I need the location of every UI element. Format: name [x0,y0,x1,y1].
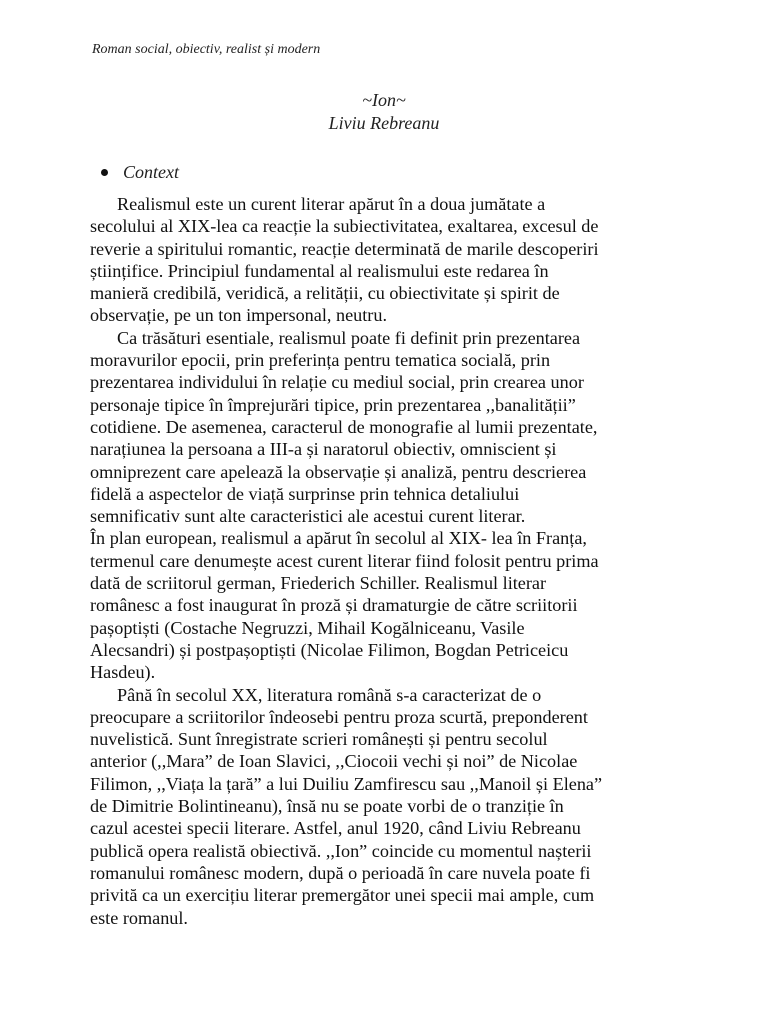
text-line: pașoptiști (Costache Negruzzi, Mihail Kogălniceanu, Vasile [90,617,525,638]
text-line: nuvelistică. Sunt înregistrate scrieri românești și pentru secolul [90,729,548,750]
text-line: În plan european, realismul a apărut în secolul al XIX- lea în Franța, [90,528,587,549]
text-line: Hasdeu). [90,662,156,683]
text-line: dată de scriitorul german, Friederich Schiller. Realismul literar [90,573,547,594]
text-line: Ca trăsături esentiale, realismul poate fi definit prin prezentarea [117,327,581,348]
text-line: prezentarea individului în relație cu mediul social, prin crearea unor [90,372,584,393]
text-line: personaje tipice în împrejurări tipice, prin prezentarea ,,banalității” [90,394,576,415]
text-line: termenul care denumește acest curent literar fiind folosit pentru prima [90,550,599,571]
running-header: Roman social, obiectiv, realist și modern [92,42,321,57]
text-line: moravurilor epocii, prin preferința pentru tematica socială, prin [90,350,551,371]
text-line: reverie a spiritului romantic, reacție determinată de marile descoperiri [90,238,599,259]
section-heading [101,162,179,183]
text-line: este romanul. [90,907,188,928]
text-line: românesc a fost inaugurat în proză și dramaturgie de către scriitorii [90,595,578,616]
section-heading-label: Context [123,162,179,182]
text-line: observație, pe un ton impersonal, neutru. [90,305,387,326]
body-text [90,193,675,929]
text-line: cazul acestei specii literare. Astfel, anul 1920, când Liviu Rebreanu [90,818,581,839]
title-block [0,89,768,135]
text-line: secolului al XIX-lea ca reacție la subiectivitatea, exaltarea, excesul de [90,216,599,237]
text-line: omniprezent care apelează la observație și analiză, pentru descrierea [90,461,587,482]
text-line: fidelă a aspectelor de viață surprinse prin tehnica detaliului [90,483,520,504]
text-line: Alecsandri) și postpașoptiști (Nicolae Filimon, Bogdan Petriceicu [90,639,569,660]
text-line: științifice. Principiul fundamental al realismului este redarea în [90,260,549,281]
text-line: narațiunea la persoana a III-a și naratorul obiectiv, omniscient și [90,439,557,460]
text-line: de Dimitrie Bolintineanu), însă nu se poate vorbi de o tranziție în [90,796,564,817]
text-line: anterior (,,Mara” de Ioan Slavici, ,,Ciocoii vechi și noi” de Nicolae [90,751,578,772]
text-line: preocupare a scriitorilor îndeosebi pentru proza scurtă, preponderent [90,706,588,727]
work-title: ~Ion~ [362,90,406,110]
bullet-icon [101,169,108,176]
text-line: privită ca un exercițiu literar premergător unei specii mai ample, cum [90,885,595,906]
text-line: Realismul este un curent literar apărut în a doua jumătate a [117,194,546,214]
text-line: romanului românesc modern, după o perioadă în care nuvela poate fi [90,862,591,883]
text-line: manieră credibilă, veridică, a relității, cu obiectivitate și spirit de [90,283,560,304]
text-line: Filimon, ,,Viața la țară” a lui Duiliu Zamfirescu sau ,,Manoil și Elena” [90,773,603,794]
text-line: cotidiene. De asemenea, caracterul de monografie al lumii prezentate, [90,416,598,437]
text-line: Până în secolul XX, literatura română s-a caracterizat de o [117,684,542,705]
text-line: publică opera realistă obiectivă. ,,Ion” coincide cu momentul nașterii [90,840,592,861]
text-line: semnificativ sunt alte caracteristici ale acestui curent literar. [90,506,526,527]
author-name: Liviu Rebreanu [328,113,440,133]
